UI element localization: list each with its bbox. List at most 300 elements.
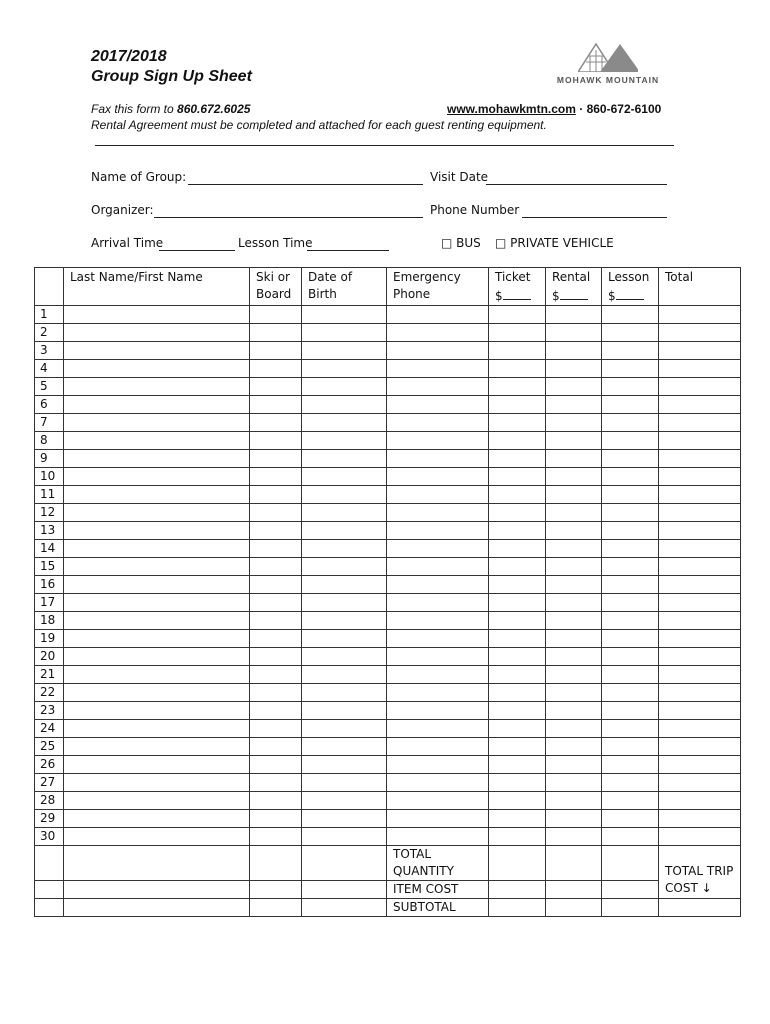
ski-board-cell[interactable] [250, 702, 302, 720]
phone-number: 860-672-6100 [586, 102, 662, 116]
row-number: 13 [35, 522, 64, 540]
name-cell[interactable] [64, 792, 250, 810]
footer-row-item-cost [35, 881, 741, 899]
name-cell[interactable] [64, 774, 250, 792]
table-row [35, 630, 741, 648]
emergency-phone-cell[interactable] [387, 612, 489, 630]
ticket-cell[interactable] [489, 486, 546, 504]
total-cell[interactable] [659, 756, 741, 774]
table-row [35, 810, 741, 828]
rental-cell[interactable] [546, 594, 602, 612]
lesson-cell[interactable] [602, 450, 659, 468]
ticket-cost-cell[interactable] [489, 881, 546, 899]
total-cell[interactable] [659, 432, 741, 450]
emergency-phone-cell[interactable] [387, 396, 489, 414]
lesson-cell[interactable] [602, 396, 659, 414]
total-cell[interactable] [659, 702, 741, 720]
date-of-birth-cell[interactable] [302, 630, 387, 648]
total-cell[interactable] [659, 360, 741, 378]
lesson-cell[interactable] [602, 756, 659, 774]
rental-cell[interactable] [546, 342, 602, 360]
rental-cell[interactable] [546, 720, 602, 738]
lesson-cell[interactable] [602, 306, 659, 324]
total-cell[interactable] [659, 378, 741, 396]
ticket-cell[interactable] [489, 342, 546, 360]
row-number: 20 [35, 648, 64, 666]
emergency-phone-cell[interactable] [387, 432, 489, 450]
ski-board-cell[interactable] [250, 450, 302, 468]
ski-board-cell[interactable] [250, 774, 302, 792]
ticket-cell[interactable] [489, 576, 546, 594]
name-cell[interactable] [64, 666, 250, 684]
total-cell[interactable] [659, 684, 741, 702]
total-cell[interactable] [659, 414, 741, 432]
rental-cell[interactable] [546, 504, 602, 522]
name-cell[interactable] [64, 828, 250, 846]
total-cell[interactable] [659, 540, 741, 558]
total-cell[interactable] [659, 630, 741, 648]
ticket-cell[interactable] [489, 594, 546, 612]
private-vehicle-checkbox[interactable]: □ PRIVATE VEHICLE [495, 236, 614, 250]
total-cell[interactable] [659, 738, 741, 756]
ski-board-cell[interactable] [250, 432, 302, 450]
ski-board-cell[interactable] [250, 558, 302, 576]
rental-cell[interactable] [546, 414, 602, 432]
rental-cell[interactable] [546, 450, 602, 468]
footer-cell [250, 899, 302, 917]
row-number: 1 [35, 306, 64, 324]
date-of-birth-cell[interactable] [302, 468, 387, 486]
ski-board-cell[interactable] [250, 756, 302, 774]
total-cell[interactable] [659, 828, 741, 846]
header-lesson: Lesson $ [602, 268, 659, 306]
header-name: Last Name/First Name [64, 268, 250, 306]
name-cell[interactable] [64, 324, 250, 342]
date-of-birth-cell[interactable] [302, 720, 387, 738]
lesson-cell[interactable] [602, 666, 659, 684]
ski-board-cell[interactable] [250, 612, 302, 630]
ski-board-cell[interactable] [250, 630, 302, 648]
emergency-phone-cell[interactable] [387, 774, 489, 792]
ticket-cell[interactable] [489, 666, 546, 684]
ski-board-cell[interactable] [250, 576, 302, 594]
date-of-birth-cell[interactable] [302, 360, 387, 378]
lesson-cell[interactable] [602, 792, 659, 810]
table-row [35, 792, 741, 810]
lesson-cell[interactable] [602, 468, 659, 486]
organizer-label: Organizer: [91, 203, 154, 217]
total-cell[interactable] [659, 342, 741, 360]
name-cell[interactable] [64, 378, 250, 396]
total-cell[interactable] [659, 324, 741, 342]
ski-board-cell[interactable] [250, 792, 302, 810]
total-cell[interactable] [659, 576, 741, 594]
ticket-subtotal-cell[interactable] [489, 899, 546, 917]
date-of-birth-cell[interactable] [302, 648, 387, 666]
ticket-cell[interactable] [489, 540, 546, 558]
ski-board-cell[interactable] [250, 306, 302, 324]
rental-cell[interactable] [546, 774, 602, 792]
name-cell[interactable] [64, 612, 250, 630]
total-trip-cost-cell[interactable] [659, 899, 741, 917]
emergency-phone-cell[interactable] [387, 810, 489, 828]
name-cell[interactable] [64, 450, 250, 468]
ticket-cell[interactable] [489, 432, 546, 450]
row-number: 12 [35, 504, 64, 522]
rental-cell[interactable] [546, 522, 602, 540]
phone-number-field[interactable] [522, 217, 667, 218]
name-cell[interactable] [64, 738, 250, 756]
lesson-cell[interactable] [602, 684, 659, 702]
rental-cell[interactable] [546, 468, 602, 486]
ticket-cell[interactable] [489, 360, 546, 378]
website-link[interactable]: www.mohawkmtn.com [447, 102, 576, 116]
date-of-birth-cell[interactable] [302, 594, 387, 612]
name-cell[interactable] [64, 396, 250, 414]
date-of-birth-cell[interactable] [302, 378, 387, 396]
date-of-birth-cell[interactable] [302, 774, 387, 792]
lesson-cell[interactable] [602, 738, 659, 756]
name-cell[interactable] [64, 720, 250, 738]
lesson-cell[interactable] [602, 378, 659, 396]
ski-board-cell[interactable] [250, 540, 302, 558]
emergency-phone-cell[interactable] [387, 630, 489, 648]
lesson-cost-cell[interactable] [602, 881, 659, 899]
lesson-cell[interactable] [602, 324, 659, 342]
lesson-cell[interactable] [602, 432, 659, 450]
ticket-cell[interactable] [489, 828, 546, 846]
ticket-cell[interactable] [489, 414, 546, 432]
date-of-birth-cell[interactable] [302, 666, 387, 684]
name-cell[interactable] [64, 702, 250, 720]
visit-date-field[interactable] [486, 184, 667, 185]
date-of-birth-cell[interactable] [302, 810, 387, 828]
arrival-time-field[interactable] [159, 250, 235, 251]
ski-board-cell[interactable] [250, 414, 302, 432]
emergency-phone-cell[interactable] [387, 792, 489, 810]
ticket-cell[interactable] [489, 504, 546, 522]
lesson-cell[interactable] [602, 486, 659, 504]
date-of-birth-cell[interactable] [302, 522, 387, 540]
date-of-birth-cell[interactable] [302, 432, 387, 450]
total-cell[interactable] [659, 396, 741, 414]
total-cell[interactable] [659, 720, 741, 738]
rental-cell[interactable] [546, 558, 602, 576]
total-cell[interactable] [659, 306, 741, 324]
ticket-cell[interactable] [489, 810, 546, 828]
lesson-cell[interactable] [602, 774, 659, 792]
ticket-cell[interactable] [489, 648, 546, 666]
ski-board-cell[interactable] [250, 378, 302, 396]
date-of-birth-cell[interactable] [302, 540, 387, 558]
ski-board-cell[interactable] [250, 828, 302, 846]
rental-subtotal-cell[interactable] [546, 899, 602, 917]
ticket-cell[interactable] [489, 738, 546, 756]
name-cell[interactable] [64, 630, 250, 648]
ski-board-cell[interactable] [250, 648, 302, 666]
rental-cell[interactable] [546, 648, 602, 666]
ski-board-cell[interactable] [250, 486, 302, 504]
rental-cell[interactable] [546, 828, 602, 846]
name-cell[interactable] [64, 414, 250, 432]
ticket-cell[interactable] [489, 630, 546, 648]
emergency-phone-cell[interactable] [387, 576, 489, 594]
emergency-phone-cell[interactable] [387, 666, 489, 684]
date-of-birth-cell[interactable] [302, 414, 387, 432]
date-of-birth-cell[interactable] [302, 828, 387, 846]
ticket-cell[interactable] [489, 684, 546, 702]
ski-board-cell[interactable] [250, 504, 302, 522]
date-of-birth-cell[interactable] [302, 684, 387, 702]
date-of-birth-cell[interactable] [302, 342, 387, 360]
row-number: 7 [35, 414, 64, 432]
total-cell[interactable] [659, 558, 741, 576]
ski-board-cell[interactable] [250, 522, 302, 540]
ticket-quantity-cell[interactable] [489, 846, 546, 881]
date-of-birth-cell[interactable] [302, 306, 387, 324]
rental-cell[interactable] [546, 576, 602, 594]
emergency-phone-cell[interactable] [387, 702, 489, 720]
date-of-birth-cell[interactable] [302, 738, 387, 756]
emergency-phone-cell[interactable] [387, 558, 489, 576]
lesson-cell[interactable] [602, 342, 659, 360]
rental-cell[interactable] [546, 702, 602, 720]
lesson-cell[interactable] [602, 702, 659, 720]
ski-board-cell[interactable] [250, 594, 302, 612]
name-cell[interactable] [64, 648, 250, 666]
name-cell[interactable] [64, 756, 250, 774]
name-cell[interactable] [64, 468, 250, 486]
total-cell[interactable] [659, 450, 741, 468]
rental-price-field[interactable] [560, 286, 588, 300]
lesson-quantity-cell[interactable] [602, 846, 659, 881]
emergency-phone-cell[interactable] [387, 468, 489, 486]
date-of-birth-cell[interactable] [302, 324, 387, 342]
lesson-cell[interactable] [602, 522, 659, 540]
date-of-birth-cell[interactable] [302, 756, 387, 774]
rental-cell[interactable] [546, 432, 602, 450]
total-trip-cost-label: TOTAL TRIP COST ↓ [659, 846, 741, 899]
row-number: 21 [35, 666, 64, 684]
rental-cell[interactable] [546, 378, 602, 396]
ski-board-cell[interactable] [250, 684, 302, 702]
emergency-phone-cell[interactable] [387, 540, 489, 558]
ticket-cell[interactable] [489, 558, 546, 576]
emergency-phone-cell[interactable] [387, 648, 489, 666]
emergency-phone-cell[interactable] [387, 378, 489, 396]
row-number: 23 [35, 702, 64, 720]
rental-quantity-cell[interactable] [546, 846, 602, 881]
rental-cell[interactable] [546, 684, 602, 702]
date-of-birth-cell[interactable] [302, 450, 387, 468]
rental-cell[interactable] [546, 306, 602, 324]
ticket-cell[interactable] [489, 792, 546, 810]
name-cell[interactable] [64, 576, 250, 594]
rental-cell[interactable] [546, 756, 602, 774]
rental-cell[interactable] [546, 666, 602, 684]
ticket-cell[interactable] [489, 306, 546, 324]
emergency-phone-cell[interactable] [387, 504, 489, 522]
rental-cell[interactable] [546, 540, 602, 558]
footer-cell [35, 899, 64, 917]
emergency-phone-cell[interactable] [387, 828, 489, 846]
lesson-cell[interactable] [602, 720, 659, 738]
name-cell[interactable] [64, 306, 250, 324]
row-number: 29 [35, 810, 64, 828]
lesson-subtotal-cell[interactable] [602, 899, 659, 917]
lesson-cell[interactable] [602, 810, 659, 828]
emergency-phone-cell[interactable] [387, 306, 489, 324]
table-row [35, 324, 741, 342]
lesson-price-field[interactable] [616, 286, 644, 300]
ticket-cell[interactable] [489, 756, 546, 774]
ticket-cell[interactable] [489, 522, 546, 540]
ticket-cell[interactable] [489, 324, 546, 342]
total-cell[interactable] [659, 810, 741, 828]
table-row [35, 756, 741, 774]
rental-cell[interactable] [546, 630, 602, 648]
row-number: 18 [35, 612, 64, 630]
name-cell[interactable] [64, 540, 250, 558]
rental-cell[interactable] [546, 738, 602, 756]
rental-cell[interactable] [546, 396, 602, 414]
emergency-phone-cell[interactable] [387, 324, 489, 342]
ticket-cell[interactable] [489, 720, 546, 738]
rental-cell[interactable] [546, 810, 602, 828]
name-cell[interactable] [64, 504, 250, 522]
total-cell[interactable] [659, 522, 741, 540]
ski-board-cell[interactable] [250, 720, 302, 738]
emergency-phone-cell[interactable] [387, 594, 489, 612]
lesson-cell[interactable] [602, 558, 659, 576]
fax-number: 860.672.6025 [177, 102, 251, 116]
contact-line [447, 102, 661, 116]
total-cell[interactable] [659, 594, 741, 612]
total-cell[interactable] [659, 648, 741, 666]
ticket-cell[interactable] [489, 612, 546, 630]
rental-cell[interactable] [546, 360, 602, 378]
table-row [35, 414, 741, 432]
name-cell[interactable] [64, 432, 250, 450]
ticket-cell[interactable] [489, 702, 546, 720]
ski-board-cell[interactable] [250, 324, 302, 342]
emergency-phone-cell[interactable] [387, 720, 489, 738]
lesson-cell[interactable] [602, 360, 659, 378]
date-of-birth-cell[interactable] [302, 612, 387, 630]
table-row [35, 738, 741, 756]
date-of-birth-cell[interactable] [302, 486, 387, 504]
name-cell[interactable] [64, 810, 250, 828]
total-cell[interactable] [659, 486, 741, 504]
date-of-birth-cell[interactable] [302, 504, 387, 522]
emergency-phone-cell[interactable] [387, 414, 489, 432]
lesson-cell[interactable] [602, 630, 659, 648]
name-cell[interactable] [64, 360, 250, 378]
ticket-cell[interactable] [489, 378, 546, 396]
fax-prefix: Fax this form to [91, 102, 178, 116]
total-cell[interactable] [659, 774, 741, 792]
table-row [35, 540, 741, 558]
ticket-cell[interactable] [489, 450, 546, 468]
emergency-phone-cell[interactable] [387, 756, 489, 774]
ski-board-cell[interactable] [250, 468, 302, 486]
row-number: 27 [35, 774, 64, 792]
sheet-year: 2017/2018 [91, 48, 167, 65]
date-of-birth-cell[interactable] [302, 792, 387, 810]
emergency-phone-cell[interactable] [387, 684, 489, 702]
total-cell[interactable] [659, 504, 741, 522]
lesson-cell[interactable] [602, 828, 659, 846]
row-number: 6 [35, 396, 64, 414]
ski-board-cell[interactable] [250, 342, 302, 360]
lesson-cell[interactable] [602, 576, 659, 594]
ticket-cell[interactable] [489, 468, 546, 486]
lesson-cell[interactable] [602, 648, 659, 666]
lesson-cell[interactable] [602, 414, 659, 432]
ski-board-cell[interactable] [250, 666, 302, 684]
emergency-phone-cell[interactable] [387, 450, 489, 468]
emergency-phone-cell[interactable] [387, 738, 489, 756]
name-cell[interactable] [64, 342, 250, 360]
ski-board-cell[interactable] [250, 738, 302, 756]
rental-cell[interactable] [546, 612, 602, 630]
date-of-birth-cell[interactable] [302, 396, 387, 414]
emergency-phone-cell[interactable] [387, 360, 489, 378]
lesson-time-field[interactable] [307, 250, 389, 251]
table-row [35, 450, 741, 468]
total-cell[interactable] [659, 792, 741, 810]
lesson-cell[interactable] [602, 594, 659, 612]
lesson-cell[interactable] [602, 612, 659, 630]
organizer-field[interactable] [154, 217, 423, 218]
name-cell[interactable] [64, 522, 250, 540]
lesson-cell[interactable] [602, 504, 659, 522]
emergency-phone-cell[interactable] [387, 342, 489, 360]
lesson-cell[interactable] [602, 540, 659, 558]
ticket-cell[interactable] [489, 396, 546, 414]
ski-board-cell[interactable] [250, 810, 302, 828]
name-cell[interactable] [64, 684, 250, 702]
row-number: 3 [35, 342, 64, 360]
total-cell[interactable] [659, 612, 741, 630]
ticket-cell[interactable] [489, 774, 546, 792]
total-cell[interactable] [659, 666, 741, 684]
total-cell[interactable] [659, 468, 741, 486]
visit-date-label: Visit Date [430, 170, 489, 184]
bus-checkbox[interactable]: □ BUS [441, 236, 481, 250]
ski-board-cell[interactable] [250, 396, 302, 414]
header-ticket: Ticket $ [489, 268, 546, 306]
name-cell[interactable] [64, 558, 250, 576]
name-cell[interactable] [64, 486, 250, 504]
ticket-price-field[interactable] [503, 286, 531, 300]
footer-row-subtotal [35, 899, 741, 917]
table-row [35, 504, 741, 522]
name-cell[interactable] [64, 594, 250, 612]
rental-cell[interactable] [546, 486, 602, 504]
rental-cell[interactable] [546, 792, 602, 810]
rental-cost-cell[interactable] [546, 881, 602, 899]
group-name-field[interactable] [188, 184, 423, 185]
emergency-phone-cell[interactable] [387, 486, 489, 504]
table-row [35, 648, 741, 666]
ski-board-cell[interactable] [250, 360, 302, 378]
rental-cell[interactable] [546, 324, 602, 342]
date-of-birth-cell[interactable] [302, 702, 387, 720]
emergency-phone-cell[interactable] [387, 522, 489, 540]
date-of-birth-cell[interactable] [302, 558, 387, 576]
date-of-birth-cell[interactable] [302, 576, 387, 594]
